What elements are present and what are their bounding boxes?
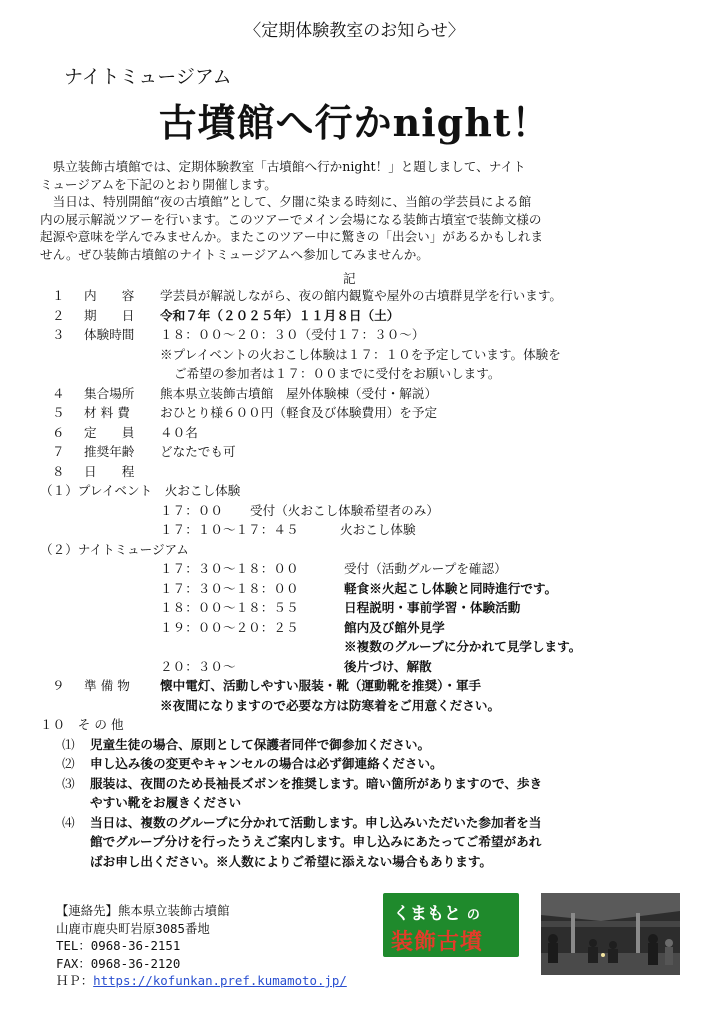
detail-number: ４ xyxy=(52,385,65,401)
schedule-row xyxy=(40,520,680,540)
notice-title: 〈定期体験教室のお知らせ〉 xyxy=(244,21,465,41)
schedule-desc: 火おこし体験 xyxy=(340,522,416,537)
detail-label: 内 容 xyxy=(84,288,135,303)
other-line xyxy=(40,832,680,852)
intro-line: せん。ぜひ装飾古墳館のナイトミュージアムへ参加してみませんか。 xyxy=(40,246,429,262)
intro-line: ミュージアムを下記のとおり開催します。 xyxy=(40,176,277,192)
other-text: 申し込み後の変更やキャンセルの場合は必ず御連絡ください。 xyxy=(90,756,443,771)
other-num: ⑴ xyxy=(62,736,75,752)
detail-note-text: ご希望の参加者は１７：００までに受付をお願いします。 xyxy=(174,366,501,381)
schedule-row xyxy=(40,618,680,638)
other-text: 館でグループ分けを行ったうえご案内します。申し込みにあたってご希望があれ xyxy=(90,834,542,849)
detail-row-fee xyxy=(40,403,680,423)
schedule-desc: 受付（火おこし体験希望者のみ） xyxy=(250,502,439,518)
detail-value: おひとり様６００円（軽食及び体験費用）を予定 xyxy=(160,405,438,420)
other-text: 児童生徒の場合、原則として保護者同伴で御参加ください。 xyxy=(90,736,431,752)
schedule-heading-text: （１）プレイベント 火おこし体験 xyxy=(40,483,241,498)
contact-fax: FAX：0968-36-2120 xyxy=(56,955,181,971)
detail-value: どなたでも可 xyxy=(160,444,236,459)
detail-number: ６ xyxy=(52,424,65,440)
detail-row-capacity xyxy=(40,423,680,443)
schedule-desc: 軽食※火起こし体験と同時進行です。 xyxy=(344,580,558,596)
detail-label: 期 日 xyxy=(84,307,135,323)
other-num: ⑵ xyxy=(62,756,75,771)
detail-label: 推奨年齢 xyxy=(84,444,135,459)
other-num: ⑶ xyxy=(62,775,75,791)
contact-block xyxy=(56,902,347,990)
contact-address: 山鹿市鹿央町岩原3085番地 xyxy=(56,920,210,936)
other-line xyxy=(40,774,680,794)
schedule-row xyxy=(40,579,680,599)
other-text: 服装は、夜間のため長袖長ズボンを推奨します。暗い箇所がありますので、歩き xyxy=(90,775,543,791)
intro-line: 起源や意味を学んでみませんか。またこのツアー中に驚きの「出会い」があるかもしれま xyxy=(40,229,544,245)
schedule-desc: 館内及び館外見学 xyxy=(344,619,445,635)
schedule-desc: 受付（活動グループを確認） xyxy=(344,561,507,576)
detail-label: 準 備 物 xyxy=(84,678,130,693)
contact-tel: TEL：0968-36-2151 xyxy=(56,938,181,953)
schedule-desc: ※複数のグループに分かれて見学します。 xyxy=(344,639,582,654)
schedule-row xyxy=(40,559,680,579)
schedule-time: １９：００～２０：２５ xyxy=(160,619,299,635)
kumamoto-kofun-logo xyxy=(383,893,519,957)
other-line xyxy=(40,735,680,755)
schedule-heading xyxy=(40,540,680,560)
other-heading xyxy=(40,715,680,735)
detail-row-time xyxy=(40,325,680,345)
detail-note xyxy=(40,364,680,384)
detail-number: １ xyxy=(52,288,65,303)
detail-row-age xyxy=(40,442,680,462)
website-link[interactable]: https://kofunkan.pref.kumamoto.jp/ xyxy=(93,973,347,988)
detail-row-date xyxy=(40,306,680,326)
schedule-row xyxy=(40,501,680,521)
intro-line: 内の展示解説ツアーを行います。このツアーでメイン会場になる装飾古墳室で装飾文様の xyxy=(40,211,542,227)
detail-row-items xyxy=(40,676,680,696)
schedule-time: １７：００ xyxy=(160,502,223,518)
detail-value: １８：００～２０：３０（受付１７：３０～） xyxy=(160,327,425,342)
schedule-desc: 日程説明・事前学習・体験活動 xyxy=(344,600,521,615)
event-title: 古墳館へ行かnight！ xyxy=(158,100,551,145)
detail-row-place xyxy=(40,384,680,404)
detail-row-content xyxy=(40,286,680,306)
other-text: 当日は、複数のグループに分かれて活動します。申し込みいただいた参加者を当 xyxy=(90,814,542,830)
detail-value: 熊本県立装飾古墳館 屋外体験棟（受付・解説） xyxy=(160,385,438,401)
intro-line: 当日は、特別開館“夜の古墳館”として、夕闇に染まる時刻に、当館の学芸員による館 xyxy=(40,194,532,210)
detail-label: 日 程 xyxy=(84,463,135,479)
schedule-time: １７：１０～１７：４５ xyxy=(160,522,299,537)
detail-value: 令和７年（２０２５年）１１月８日（土） xyxy=(160,307,400,323)
schedule-desc: 後片づけ、解散 xyxy=(344,658,432,674)
other-line xyxy=(40,754,680,774)
logo-line1: くまもと の xyxy=(393,904,480,924)
other-line xyxy=(40,813,680,833)
contact-label: 【連絡先】熊本県立装飾古墳館 xyxy=(56,903,230,918)
detail-number: ７ xyxy=(52,444,65,459)
schedule-heading-text: （２）ナイトミュージアム xyxy=(40,541,189,557)
detail-note-text: ※夜間になりますので必要な方は防寒着をご用意ください。 xyxy=(160,697,501,713)
other-heading-text: １０ そ の 他 xyxy=(40,717,124,732)
detail-note xyxy=(40,345,680,365)
detail-label: 体験時間 xyxy=(84,327,135,342)
detail-value: 懐中電灯、活動しやすい服装・靴（運動靴を推奨）・軍手 xyxy=(160,678,482,693)
other-text: やすい靴をお履きください xyxy=(90,795,242,810)
detail-value: ４０名 xyxy=(160,424,198,440)
schedule-time: ２０：３０～ xyxy=(160,658,236,674)
detail-number: ９ xyxy=(52,678,65,693)
detail-note-text: ※プレイベントの火おこし体験は１７：１０を予定しています。体験を xyxy=(160,346,561,362)
other-line xyxy=(40,793,680,813)
detail-label: 定 員 xyxy=(84,424,135,440)
schedule-note xyxy=(40,637,680,657)
logo-line2: 装飾古墳 xyxy=(391,930,484,955)
detail-number: ３ xyxy=(52,327,65,342)
ki-heading: 記 xyxy=(343,271,356,286)
schedule-row xyxy=(40,598,680,618)
event-details xyxy=(40,286,680,871)
contact-hp xyxy=(56,972,347,990)
schedule-time: １７：３０～１８：００ xyxy=(160,580,299,596)
schedule-time: １７：３０～１８：００ xyxy=(160,561,299,576)
other-num: ⑷ xyxy=(62,814,75,830)
event-subtitle: ナイトミュージアム xyxy=(64,66,232,88)
detail-label: 材 料 費 xyxy=(84,405,130,420)
night-scene-photo-icon xyxy=(541,893,680,975)
detail-value: 学芸員が解説しながら、夜の館内観覧や屋外の古墳群見学を行います。 xyxy=(160,288,562,303)
schedule-heading xyxy=(40,481,680,501)
detail-number: ８ xyxy=(52,463,65,479)
detail-row-schedule xyxy=(40,462,680,482)
hp-label: ＨＰ： xyxy=(56,973,94,988)
detail-number: ５ xyxy=(52,405,65,420)
detail-number: ２ xyxy=(52,307,65,323)
intro-text xyxy=(40,158,670,264)
other-text: ばお申し出ください。※人数によりご希望に添えない場合もあります。 xyxy=(90,853,492,869)
intro-line: 県立装飾古墳館では、定期体験教室「古墳館へ行かnight！」と題しまして、ナイト xyxy=(40,159,526,174)
detail-label: 集合場所 xyxy=(84,385,135,401)
event-photo xyxy=(541,893,680,975)
schedule-row xyxy=(40,657,680,677)
schedule-time: １８：００～１８：５５ xyxy=(160,600,299,615)
detail-note xyxy=(40,696,680,716)
other-line xyxy=(40,852,680,872)
